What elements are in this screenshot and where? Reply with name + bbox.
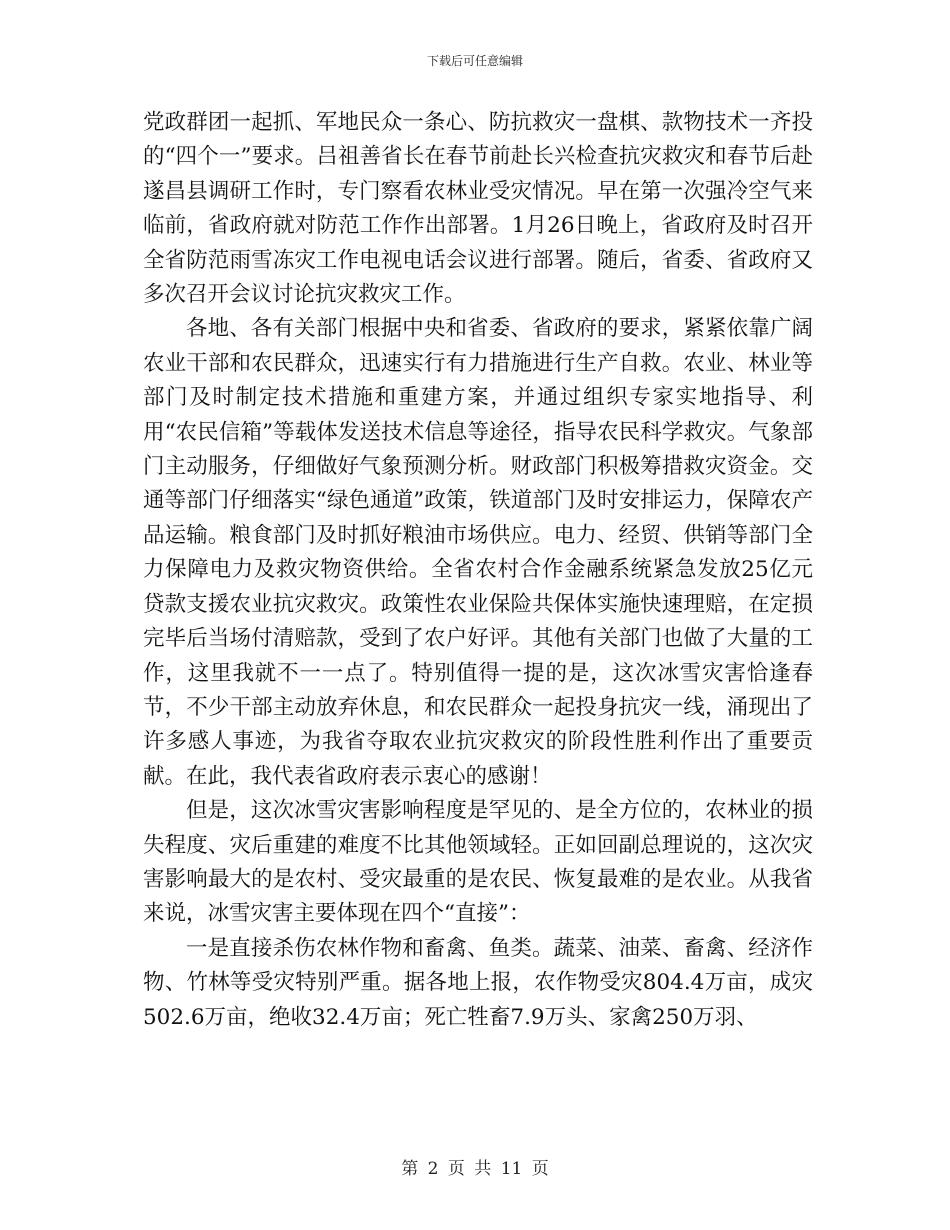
paragraph: 一是直接杀伤农林作物和畜禽、鱼类。蔬菜、油菜、畜禽、经济作物、竹林等受灾特别严重。据各地上报，农作物受灾804.4万亩，成灾502.6万亩，绝收32.4万亩；死亡牲畜7.9万头、家禽250万羽、 [143, 935, 813, 1030]
document-body [143, 106, 813, 1035]
paragraph: 但是，这次冰雪灾害影响程度是罕见的、是全方位的，农林业的损失程度、灾后重建的难度不比其他领域轻。正如回副总理说的，这次灾害影响最大的是农村、受灾最重的是农民、恢复最难的是农业。从我省来说，冰雪灾害主要体现在四个“直接”： [143, 798, 813, 927]
page-footer: 第 2 页 共 11 页 [401, 1159, 549, 1179]
paragraph: 各地、各有关部门根据中央和省委、省政府的要求，紧紧依靠广阔农业干部和农民群众，迅速实行有力措施进行生产自救。农业、林业等部门及时制定技术措施和重建方案，并通过组织专家实地指导、利用“农民信箱”等载体发送技术信息等途径，指导农民科学救灾。气象部门主动服务，仔细做好气象预测分析。财政部门积极筹措救灾资金。交通等部门仔细落实“绿色通道”政策，铁道部门及时安排运力，保障农产品运输。粮食部门及时抓好粮油市场供应。电力、经贸、供销等部门全力保障电力及救灾物资供给。全省农村合作金融系统紧急发放25亿元贷款支援农业抗灾救灾。政策性农业保险共保体实施快速理赔，在定损完毕后当场付清赔款，受到了农户好评。其他有关部门也做了大量的工作，这里我就不一一点了。特别值得一提的是，这次冰雪灾害恰逢春节，不少干部主动放弃休息，和农民群众一起投身抗灾一线，涌现出了许多感人事迹，为我省夺取农业抗灾救灾的阶段性胜利作出了重要贡献。在此，我代表省政府表示衷心的感谢！ [143, 316, 813, 789]
page-header: 下载后可任意编辑 [426, 54, 523, 68]
paragraph-continued: 党政群团一起抓、军地民众一条心、防抗救灾一盘棋、款物技术一齐投的“四个一”要求。吕祖善省长在春节前赴长兴检查抗灾救灾和春节后赴遂昌县调研工作时，专门察看农林业受灾情况。早在第一次强冷空气来临前，省政府就对防范工作作出部署。1月26日晚上，省政府及时召开全省防范雨雪冻灾工作电视电话会议进行部署。随后，省委、省政府又多次召开会议讨论抗灾救灾工作。 [143, 110, 813, 308]
